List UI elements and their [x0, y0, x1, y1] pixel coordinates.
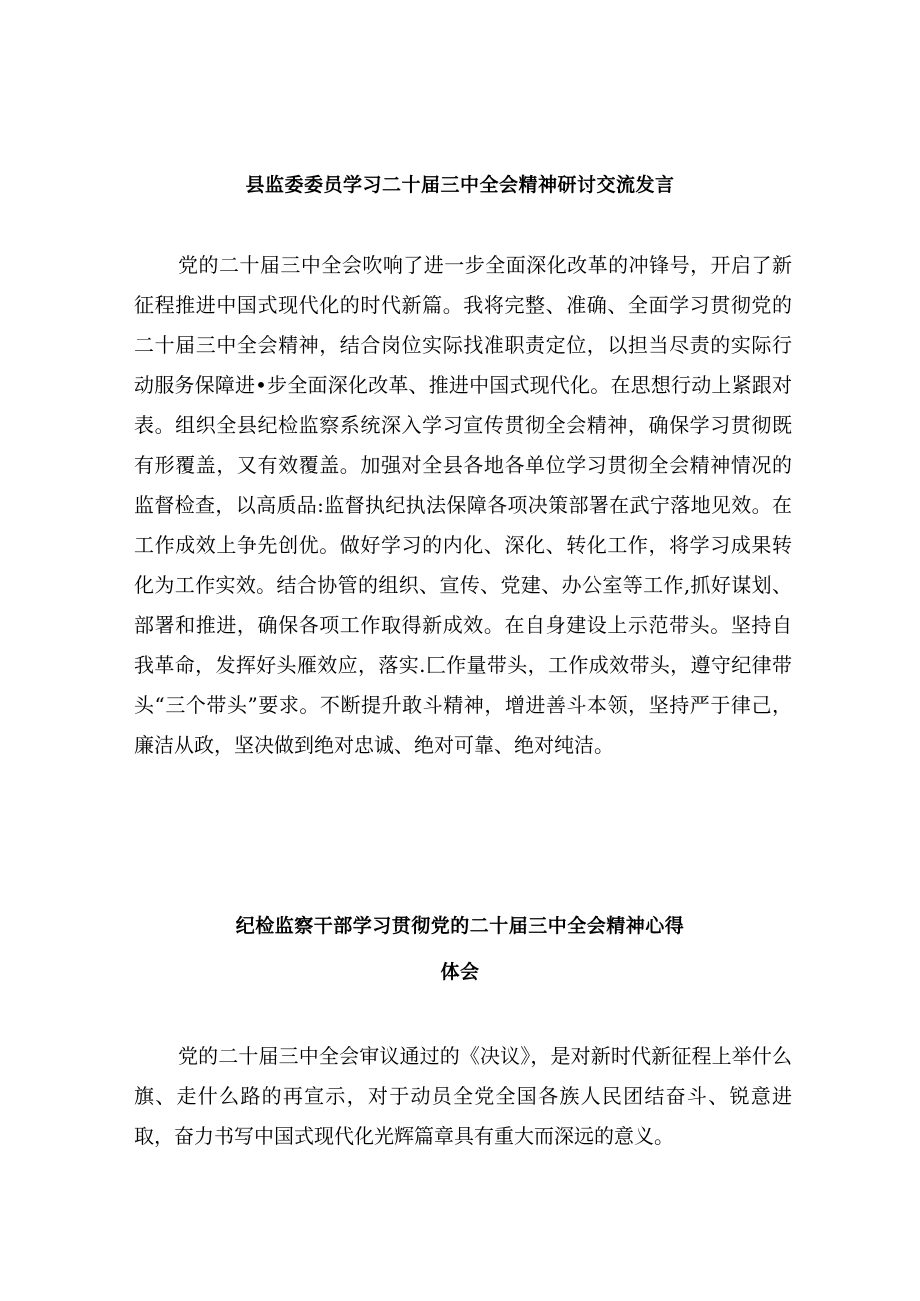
- article1-body: 党的二十届三中全会吹响了进一步全面深化改革的冲锋号，开启了新征程推进中国式现代化的时代新篇。我将完整、准确、全面学习贯彻党的二十届三中全会精神，结合岗位实际找准职责定位，以担当尽责的实际行动服务保障进•步全面深化改革、推进中国式现代化。在思想行动上紧跟对表。组织全县纪检监察系统深入学习宣传贯彻全会精神，确保学习贯彻既有形覆盖，又有效覆盖。加强对全县各地各单位学习贯彻全会精神情况的监督检查，以高质品:监督执纪执法保障各项决策部署在武宁落地见效。在工作成效上争先创优。做好学习的内化、深化、转化工作，将学习成果转化为工作实效。结合协管的组织、宣传、党建、办公室等工作,抓好谋划、部署和推进，确保各项工作取得新成效。在自身建设上示范带头。坚持自我革命，发挥好头雁效应，落实.匚作量带头，工作成效带头，遵守纪律带头“三个带头”要求。不断提升敢斗精神，增进善斗本领，坚持严于律己，廉洁从政，坚决做到绝对忠诚、绝对可靠、绝对纯洁。: [134, 253, 792, 757]
- article2-title-line1: 纪检监察干部学习贯彻党的二十届三中全会精神心得: [235, 915, 685, 937]
- article2-title-line2: 体会: [440, 961, 480, 983]
- article2-body: 党的二十届三中全会审议通过的《决议》，是对新时代新征程上举什么旗、走什么路的再宣示，对于动员全党全国各族人民团结奋斗、锐意进取，奋力书写中国式现代化光辉篇章具有重大而深远的意义。: [134, 1044, 792, 1148]
- article1-title: 县监委委员学习二十届三中全会精神研讨交流发言: [245, 174, 675, 196]
